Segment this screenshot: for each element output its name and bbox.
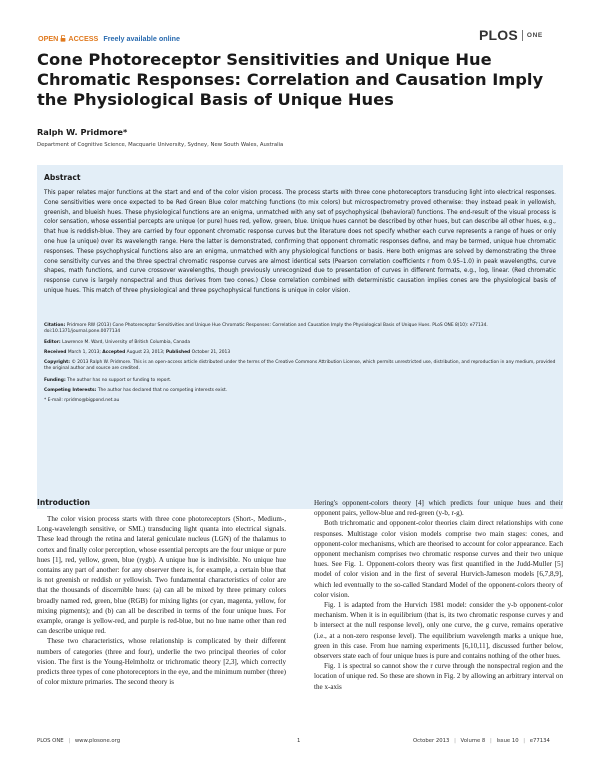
author-name: Ralph W. Pridmore*	[37, 127, 128, 137]
paragraph: Fig. 1 is adapted from the Hurvich 1981 model: consider the y-b opponent-color mechanism. When it is in equilibrium (that is, its two chromatic response curves y and b intersect at the null response level), only one curve, the g curve, remains operative (i.e., at a non-zero response level). The equilibrium wavelength marks a unique hue, green in this case. From hue naming experiments [6,10,11], discussed further below, observers state each of four unique hues is pure and contains nothing of the other hues.	[314, 601, 563, 661]
footer-date: October 2013	[413, 738, 450, 744]
paragraph: The color vision process starts with three cone photoreceptors (Short-, Medium-, Long-wavelength sensitive, or SML) transducing light quanta into electrical signals. These lead through the retina and lateral geniculate nucleus (LGN) of the thalamus to cortex and finally color perception, whose essential percepts are the four unique or pure hues [1], red, yellow, green, blue (rygb). A unique hue is indivisible. No unique hue contains any part of another: for any observer there is, for example, a certain blue that is not greenish or reddish or yellowish. Two fundamental characteristics of color are that the thousands of discernible hues: (a) can all be mixed by three primary colors broadly named red, green, blue (RGB) for mixing lights (or cyan, magenta, yellow, for mixing pigments); and (b) can all be described in terms of the four unique hues. For example, orange is yellow-red, and purple is red-blue, but no hue name other than red can describe unique red.	[37, 515, 286, 636]
article-title: Cone Photoreceptor Sensitivities and Unique Hue Chromatic Responses: Correlation and Causation Imply the Physiological Basis of Unique Hues	[37, 50, 544, 109]
open-lock-icon	[60, 35, 66, 42]
footer-journal: PLOS ONE	[37, 738, 64, 744]
received-date: March 1, 2013;	[67, 350, 101, 355]
accepted-label: Accepted	[102, 350, 126, 355]
copyright-label: Copyright:	[44, 360, 71, 365]
logo-divider	[522, 30, 523, 41]
funding-block	[44, 378, 556, 384]
abstract-box	[37, 165, 563, 509]
journal-url-link[interactable]: www.plosone.org	[74, 738, 121, 744]
email-block	[44, 398, 556, 404]
competing-label: Competing Interests:	[44, 388, 97, 393]
paragraph: These two characteristics, whose relationship is complicated by their different numbers of categories (three and four), underlie the two principal theories of color vision. The first is the Young-Helmholtz or trichromatic theory [2,3], which correctly predicts three types of cone photoreceptors in the eye, and the minimum number (three) of color mixture primaries. The second theory is	[37, 637, 286, 687]
open-access-badge	[38, 34, 180, 43]
dates-block	[44, 350, 556, 356]
abstract-text: This paper relates major functions at the start and end of the color vision process. The process starts with three cone photoreceptors transducing light into electrical responses. Cone sensitivities were once expected to be Red Green Blue color matching functions (to mix colors) but microspectrometry proved otherwise: they instead peak in yellowish, greenish, and blueish hues. These physiological functions are an enigma, unmatched with any set of psychophysical (behavioral) functions. The end-result of the visual process is color sensation, whose essential percepts are unique (or pure) hues red, yellow, green, blue. Unique hues cannot be described by other hues, but can describe all other hues, e.g., that hue is reddish-blue. They are carried by four opponent chromatic response curves but the literature does not specify whether each curve represents a range of hues or only one hue (a unique) over its wavelength range. Here the latter is demonstrated, confirming that opponent chromatic responses define, and may be termed, unique hue chromatic responses. These psychophysical functions also are an enigma, unmatched with any physiological functions or basis. Here both enigmas are solved by demonstrating the three cone sensitivity curves and the three spectral chromatic response curves are almost identical sets (Pearson correlation coefficients r from 0.95–1.0) in peak wavelengths, curve shapes, math functions, and curve crossover wavelengths, though previously unrecognized due to presentation of curves in different formats, e.g., log, linear. (Red chromatic response curve is largely nonspectral and thus derives from two cones.) Close correlation combined with deterministic causation implies cones are the physiological basis of unique hues. This match of three physiological and three psychophysical functions is unique in color vision.	[44, 190, 556, 294]
paragraph: Fig. 1 is spectral so cannot show the r curve through the nonspectral region and the location of unique red. So these are shown in Fig. 2 by allowing an arbitrary interval on the x-axis	[314, 662, 563, 691]
editor-text: Lawrence M. Ward, University of British Columbia, Canada	[62, 340, 191, 345]
logo-sub: ONE	[526, 31, 543, 39]
footer-article-id: e77134	[529, 738, 550, 744]
footer-issue: Issue 10	[496, 738, 519, 744]
left-column	[37, 498, 286, 687]
open-label: OPEN	[38, 34, 59, 43]
paragraph: Hering's opponent-colors theory [4] which predicts four unique hues and their opponent pairs, yellow-blue and red-green (y-b, r-g).	[314, 499, 563, 518]
footer-left: PLOS ONE | www.plosone.org	[37, 738, 121, 744]
freely-available-label: Freely available online	[103, 34, 181, 43]
published-date: October 21, 2013	[191, 350, 231, 355]
competing-interests-block	[44, 388, 556, 394]
access-label: ACCESS	[68, 34, 99, 43]
copyright-text: © 2013 Ralph W. Pridmore. This is an open-access article distributed under the terms of the Creative Commons Attribution License, which permits unrestricted use, distribution, and reproduction in any medium, provided the original author and source are credited.	[44, 360, 556, 372]
logo-text: PLOS	[479, 27, 518, 43]
published-label: Published	[165, 350, 191, 355]
editor-block	[44, 340, 556, 346]
author-email: * E-mail: rpridmo@bigpond.net.au	[44, 398, 120, 403]
funding-text: The author has no support or funding to report.	[67, 378, 172, 383]
accepted-date: August 23, 2013;	[126, 350, 165, 355]
footer-right: October 2013 | Volume 8 | Issue 10 | e77134	[413, 738, 550, 744]
paragraph: Both trichromatic and opponent-color theories claim direct relationships with cone responses. Multistage color vision models comprise two main stages: cones, and opponent-color mechanisms, which are theorised to account for color appearance. Each opponent mechanism comprises two chromatic response curves and their two unique hues. See Fig. 1. Opponent-colors theory was first quantified in the Judd-Muller [5] model of color vision and in the first of several Hurvich-Jameson models [6,7,8,9], which led eventually to the so-called Standard Model of the opponent-colors theory of color vision.	[314, 519, 563, 599]
page-number: 1	[297, 738, 301, 744]
received-label: Received	[44, 350, 67, 355]
funding-label: Funding:	[44, 378, 66, 383]
author-affiliation: Department of Cognitive Science, Macquarie University, Sydney, New South Wales, Australia	[37, 142, 284, 148]
plos-one-logo	[479, 27, 543, 43]
competing-text: The author has declared that no competing interests exist.	[97, 388, 228, 393]
citation-text: Pridmore RW (2013) Cone Photoreceptor Sensitivities and Unique Hue Chromatic Responses: Correlation and Causation Imply the Physiological Basis of Unique Hues. PLoS ONE 8(10): e77134. doi:10.1371/journal.pone.0077134	[44, 323, 488, 335]
footer-volume: Volume 8	[460, 738, 486, 744]
citation-label: Citation:	[44, 323, 66, 328]
abstract-heading: Abstract	[44, 173, 81, 182]
copyright-block	[44, 360, 556, 373]
introduction-heading: Introduction	[37, 498, 91, 507]
right-column	[314, 498, 563, 692]
citation-block	[44, 323, 556, 336]
editor-label: Editor:	[44, 340, 61, 345]
